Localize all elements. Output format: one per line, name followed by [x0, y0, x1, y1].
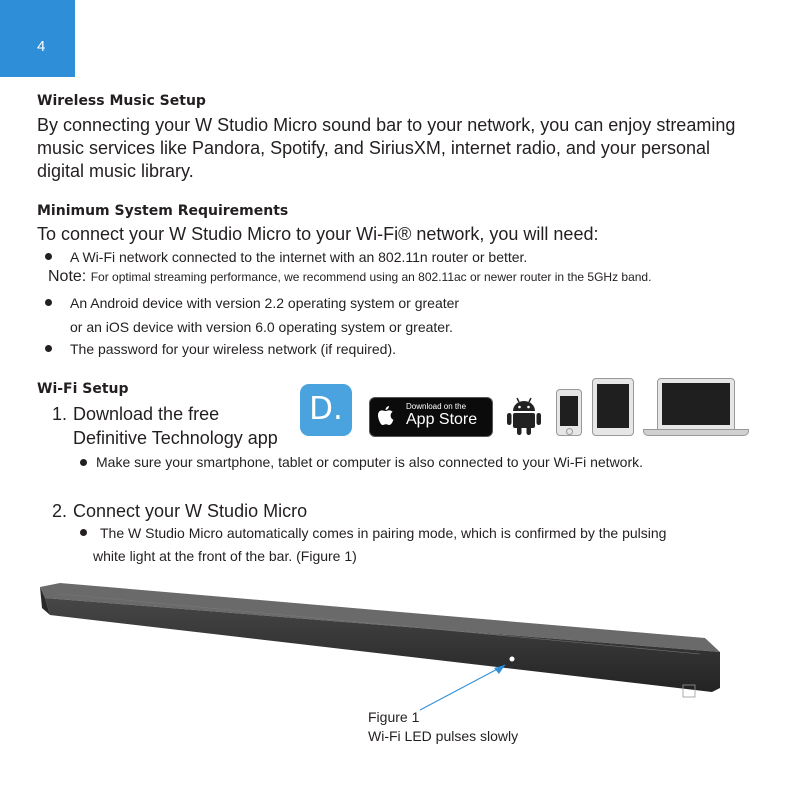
requirements-intro: To connect your W Studio Micro to your Wi-Fi® network, you will need:: [37, 224, 599, 244]
figure-label: Figure 1: [368, 709, 420, 725]
bullet-dot: [45, 253, 52, 260]
step-2-bullet-line-1: The W Studio Micro automatically comes in pairing mode, which is confirmed by the pulsing: [100, 525, 667, 541]
step-1-number: 1.: [52, 404, 68, 424]
bullet-dot: [45, 345, 52, 352]
bullet-dot: [80, 459, 87, 466]
smartphone-icon: [556, 389, 582, 436]
requirements-heading: Minimum System Requirements: [37, 203, 289, 219]
apple-icon: [378, 406, 394, 426]
wireless-paragraph-line-2: music services like Pandora, Spotify, and SiriusXM, internet radio, and your personal: [37, 138, 710, 158]
note-text: For optimal streaming performance, we recommend using an 802.11ac or newer router in the 5GHz band.: [90, 270, 652, 284]
wifi-led: [510, 657, 515, 662]
app-icon-letter: D.: [309, 391, 343, 427]
bullet-dot: [45, 299, 52, 306]
requirement-device-line-1: An Android device with version 2.2 operating system or greater: [70, 295, 460, 311]
step-2-bullet-line-2: white light at the front of the bar. (Figure 1): [93, 548, 357, 564]
step-1-line-1: Download the free: [73, 404, 220, 424]
android-icon: [507, 396, 541, 436]
bullet-dot: [80, 529, 87, 536]
definitive-app-icon[interactable]: [300, 384, 352, 436]
note-label: Note:: [48, 268, 87, 285]
step-2-number: 2.: [52, 501, 68, 521]
note: [48, 268, 651, 286]
app-store-small-text: Download on the: [406, 402, 467, 411]
step-1-bullet: Make sure your smartphone, tablet or computer is also connected to your Wi-Fi network.: [96, 454, 644, 470]
requirement-password: The password for your wireless network (if required).: [70, 341, 397, 357]
tablet-icon: [592, 378, 634, 436]
figure-caption: Wi-Fi LED pulses slowly: [368, 728, 519, 744]
wifi-setup-heading: Wi-Fi Setup: [37, 381, 129, 397]
step-1-line-2: Definitive Technology app: [73, 428, 278, 448]
step-2-title: Connect your W Studio Micro: [73, 501, 308, 521]
laptop-screen: [657, 378, 735, 430]
app-store-big-text: App Store: [406, 411, 478, 428]
page-number: 4: [37, 38, 46, 55]
wireless-heading: Wireless Music Setup: [37, 93, 206, 109]
requirement-device-line-2: or an iOS device with version 6.0 operating system or greater.: [70, 319, 453, 335]
app-store-badge[interactable]: [369, 397, 493, 437]
laptop-icon: [643, 429, 749, 436]
wireless-paragraph-line-3: digital music library.: [37, 161, 194, 181]
wireless-paragraph-line-1: By connecting your W Studio Micro sound bar to your network, you can enjoy streaming: [37, 115, 736, 135]
requirement-wifi-network: A Wi-Fi network connected to the internet with an 802.11n router or better.: [70, 249, 528, 265]
